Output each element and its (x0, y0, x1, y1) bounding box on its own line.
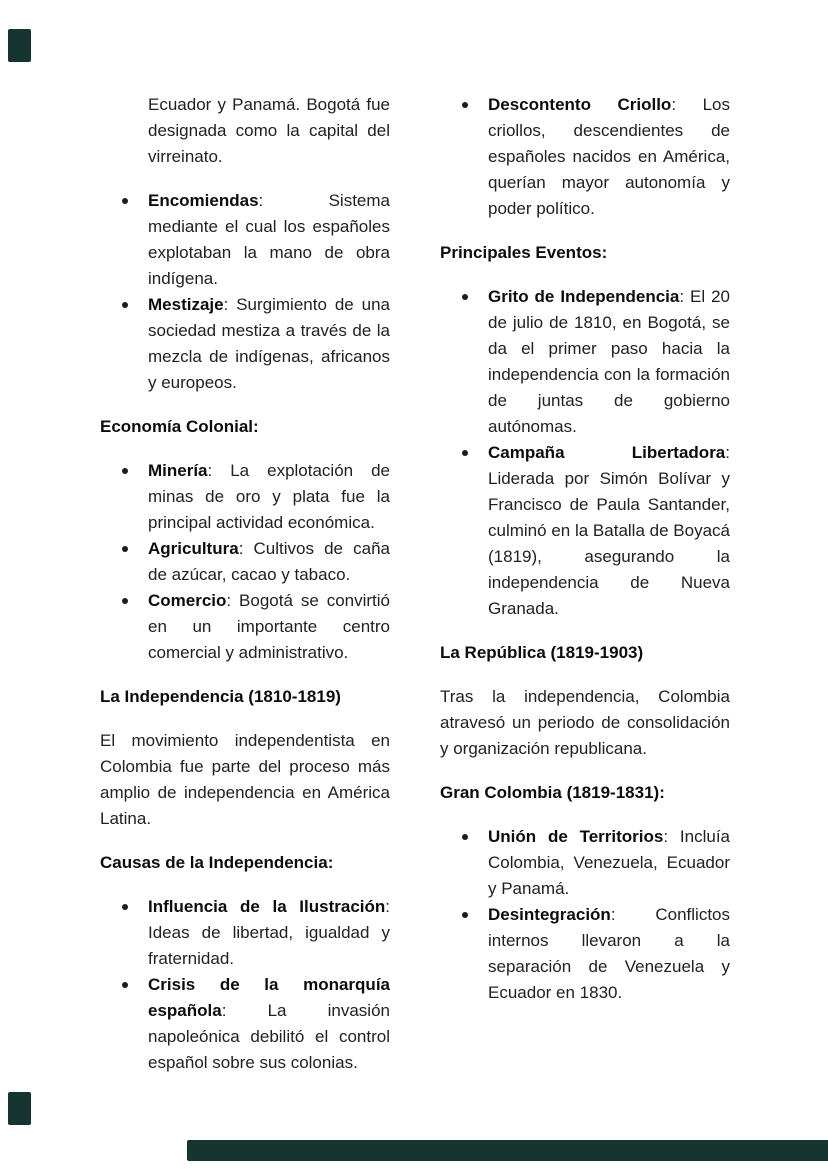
bullet-list (100, 458, 390, 666)
bullet-list (440, 92, 730, 222)
bullet-list (440, 284, 730, 622)
list-item (488, 92, 730, 222)
bullet-text: : Liderada por Simón Bolívar y Francisco de Paula Santander, culminó en la Batalla de Boyacá (1819), asegurando la independencia de Nueva Granada. (488, 443, 730, 618)
bullet-dot-icon (122, 198, 128, 204)
bullet-dot-icon (122, 468, 128, 474)
top-left-accent (8, 29, 31, 62)
bullet-dot-icon (122, 982, 128, 988)
bullet-dot-icon (462, 912, 468, 918)
bullet-term: Encomiendas (148, 191, 259, 210)
list-item (148, 292, 390, 396)
bullet-text: : Incluía Colombia, Venezuela, Ecuador y Panamá. (488, 827, 730, 898)
bullet-text: : Los criollos, descendientes de españoles nacidos en América, querían mayor autonomía y poder político. (488, 95, 730, 218)
bullet-term: Unión de Territorios (488, 827, 664, 846)
bullet-list (440, 824, 730, 1006)
bullet-text: : El 20 de julio de 1810, en Bogotá, se da el primer paso hacia la independencia con la formación de juntas de gobierno autónomas. (488, 287, 730, 436)
section-heading-principales-eventos: Principales Eventos: (440, 243, 608, 262)
bullet-dot-icon (122, 904, 128, 910)
bullet-dot-icon (122, 546, 128, 552)
bullet-text: : La invasión napoleónica debilitó el control español sobre sus colonias. (148, 1001, 390, 1072)
list-item (148, 588, 390, 666)
bullet-text: : Sistema mediante el cual los españoles explotaban la mano de obra indígena. (148, 191, 390, 288)
bullet-list (100, 894, 390, 1076)
section-heading-gran-colombia: Gran Colombia (1819-1831): (440, 783, 665, 802)
paragraph: El movimiento independentista en Colombia fue parte del proceso más amplio de independencia en América Latina. (100, 731, 390, 828)
left-column (100, 92, 390, 1076)
list-item (488, 902, 730, 1006)
bullet-term: Campaña Libertadora (488, 443, 726, 462)
bullet-dot-icon (462, 450, 468, 456)
bullet-term: Comercio (148, 591, 227, 610)
right-column (440, 92, 730, 1006)
bullet-term: Crisis de la monarquía española (148, 975, 390, 1020)
bullet-dot-icon (462, 834, 468, 840)
list-item (148, 188, 390, 292)
bullet-text: : Ideas de libertad, igualdad y fraternidad. (148, 897, 390, 968)
list-item (488, 824, 730, 902)
paragraph: Tras la independencia, Colombia atravesó un periodo de consolidación y organización republicana. (440, 687, 730, 758)
section-heading-economia-colonial: Economía Colonial: (100, 417, 259, 436)
bullet-term: Agricultura (148, 539, 239, 558)
footer-bar (187, 1140, 828, 1161)
bullet-term: Minería (148, 461, 208, 480)
bullet-dot-icon (122, 598, 128, 604)
bottom-left-accent (8, 1092, 31, 1125)
list-item (488, 284, 730, 440)
bullet-dot-icon (462, 294, 468, 300)
list-item (488, 440, 730, 622)
bullet-list (100, 188, 390, 396)
bullet-dot-icon (122, 302, 128, 308)
bullet-term: Descontento Criollo (488, 95, 672, 114)
bullet-term: Mestizaje (148, 295, 224, 314)
paragraph-continuation: Ecuador y Panamá. Bogotá fue designada como la capital del virreinato. (148, 95, 390, 166)
list-item (148, 458, 390, 536)
section-heading-la-republica: La República (1819-1903) (440, 643, 644, 662)
bullet-text: : Surgimiento de una sociedad mestiza a través de la mezcla de indígenas, africanos y europeos. (148, 295, 390, 392)
section-heading-causas: Causas de la Independencia: (100, 853, 334, 872)
list-item (148, 972, 390, 1076)
bullet-dot-icon (462, 102, 468, 108)
bullet-term: Grito de Independencia (488, 287, 680, 306)
bullet-text: : Cultivos de caña de azúcar, cacao y tabaco. (148, 539, 390, 584)
bullet-text: : Bogotá se convirtió en un importante centro comercial y administrativo. (148, 591, 390, 662)
bullet-text: : Conflictos internos llevaron a la separación de Venezuela y Ecuador en 1830. (488, 905, 730, 1002)
list-item (148, 894, 390, 972)
bullet-term: Influencia de la Ilustración (148, 897, 386, 916)
bullet-text: : La explotación de minas de oro y plata fue la principal actividad económica. (148, 461, 390, 532)
list-item (148, 536, 390, 588)
section-heading-la-independencia: La Independencia (1810-1819) (100, 687, 341, 706)
bullet-term: Desintegración (488, 905, 611, 924)
